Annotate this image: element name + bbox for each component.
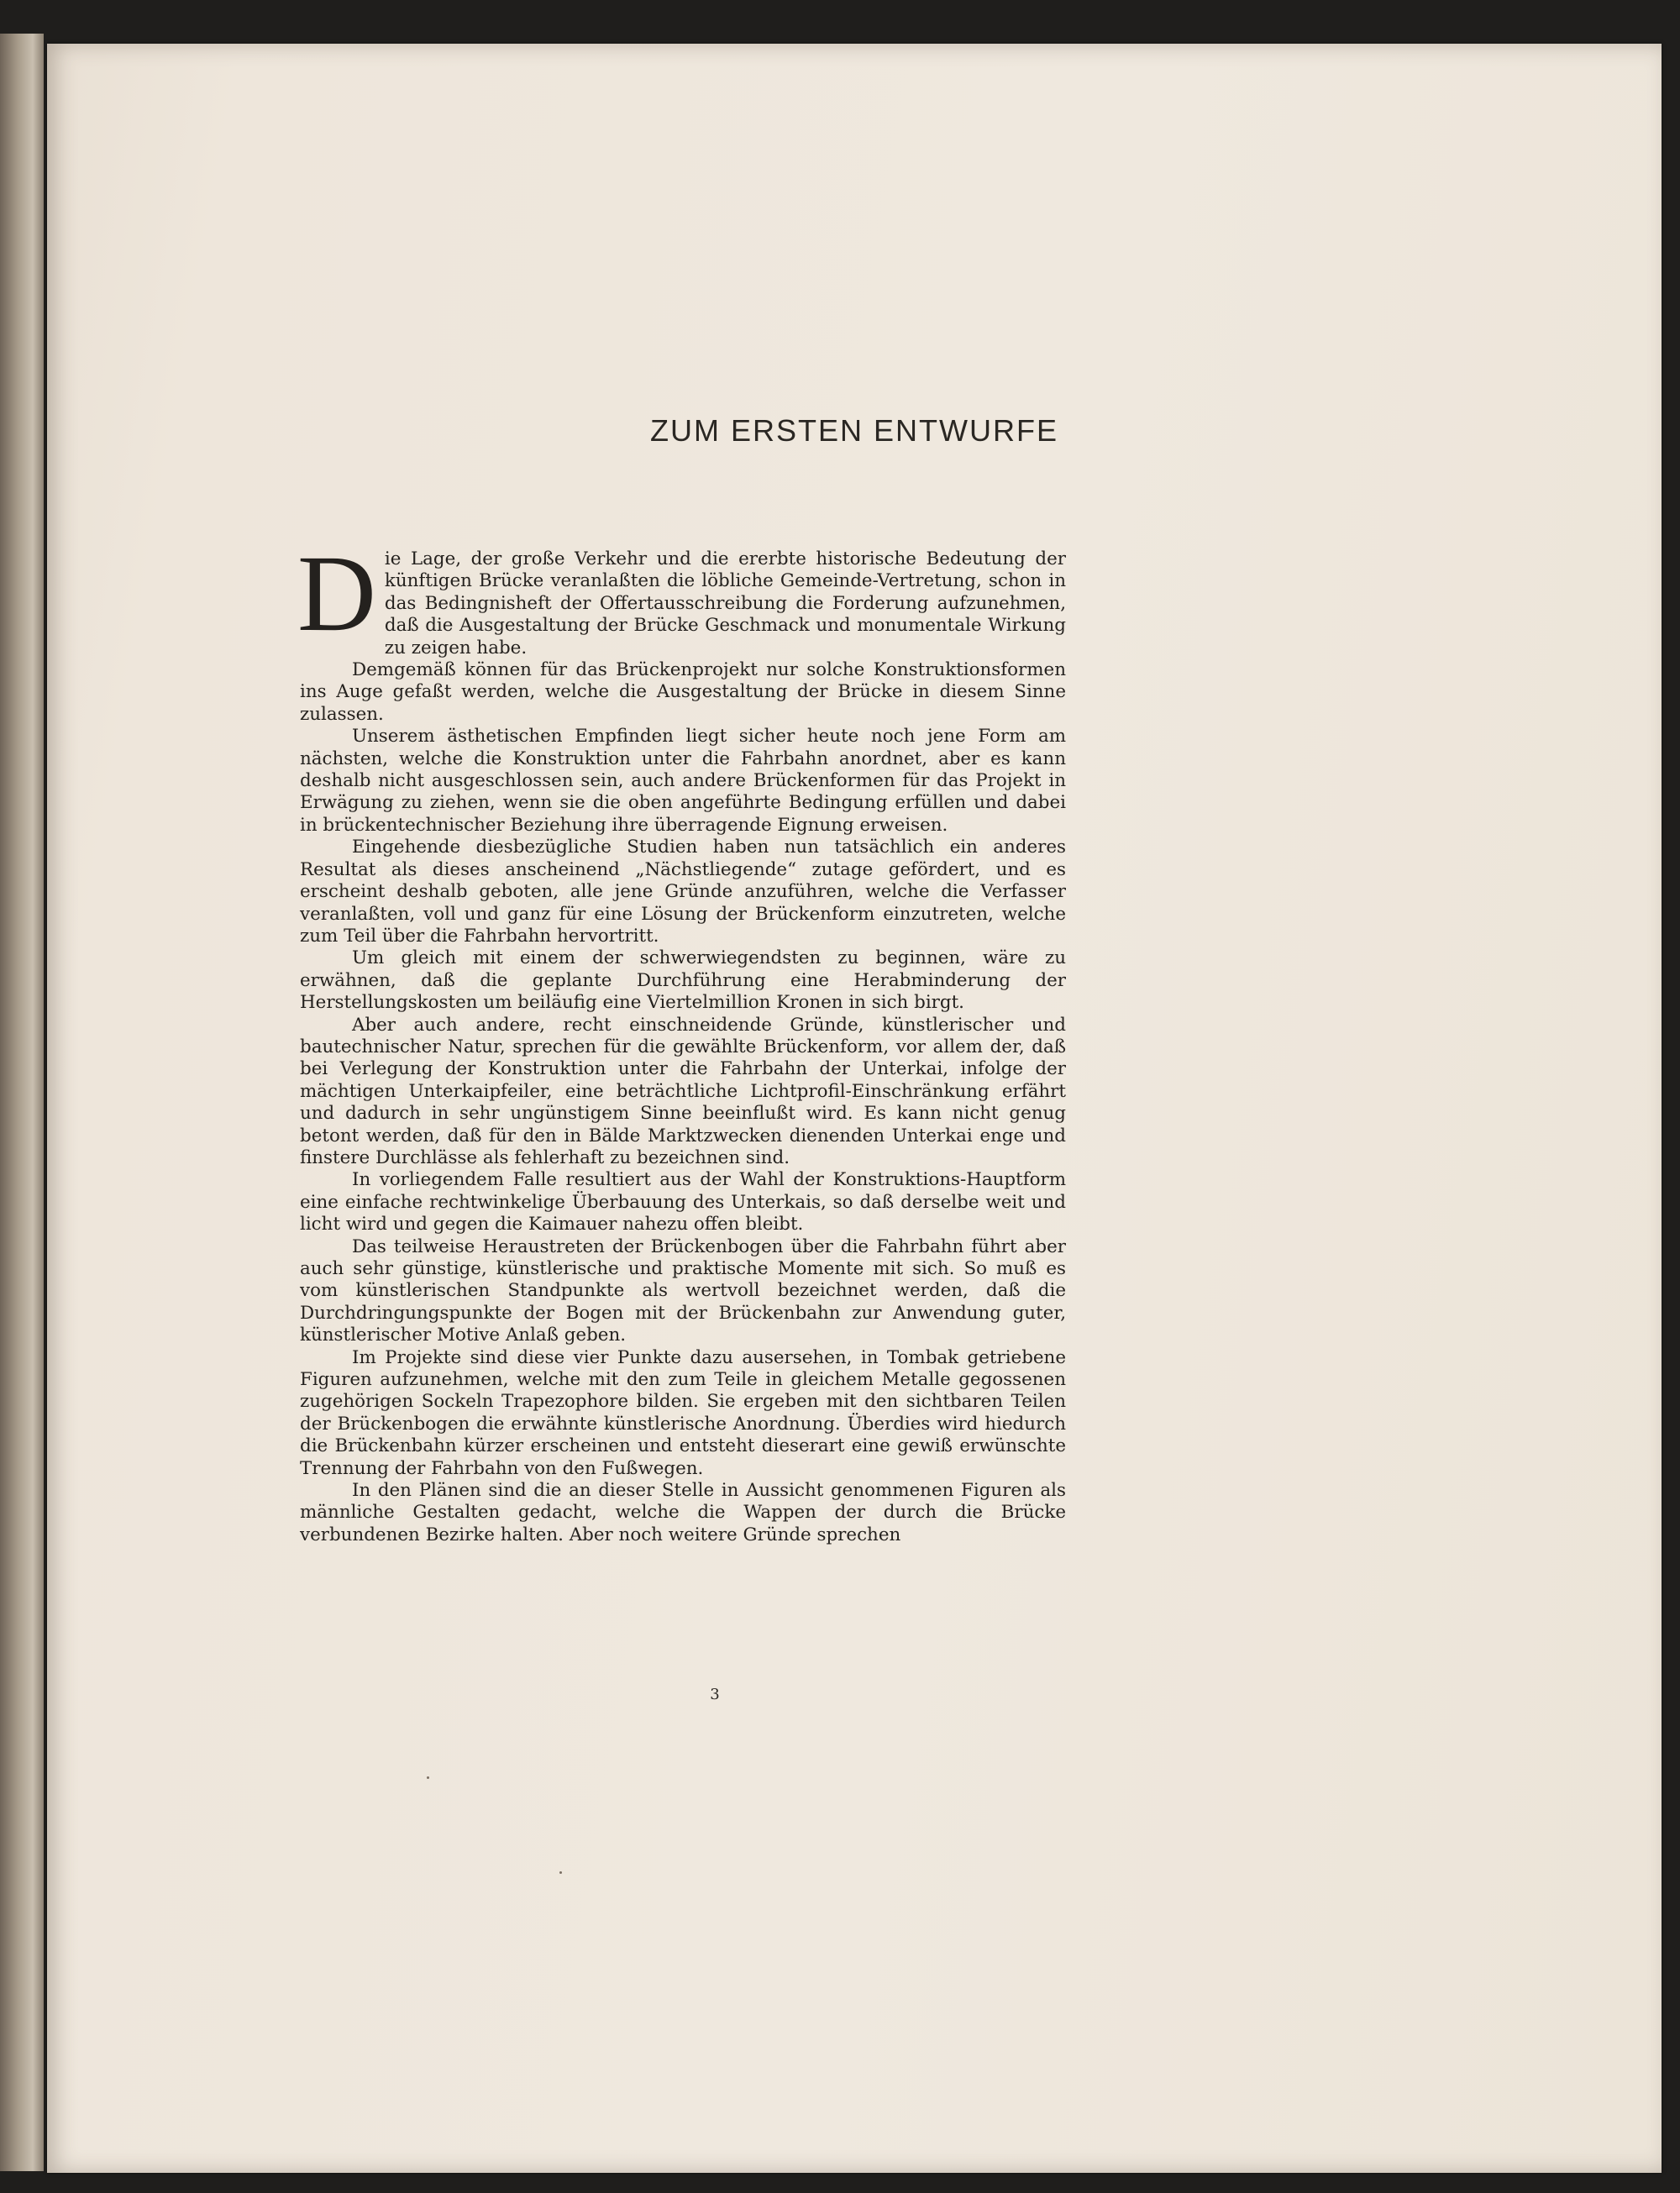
paragraph: Aber auch andere, recht einschneidende Gründe, künstlerischer und bautechnischer Natur, sprechen für die gewählte Brückenform, vor allem der, daß bei Verlegung der Konstruktion unter die Fahrbahn der Unterkai, infolge der mächtigen Unterkaipfeiler, eine beträchtliche Lichtprofil-Einschränkung erfährt und dadurch in sehr ungünstigem Sinne beeinflußt wird. Es kann nicht genug betont werden, daß für den in Bälde Marktzwecken dienenden Unterkai enge und finstere Durchlässe als fehlerhaft zu bezeichnen sind. — [300, 1014, 1066, 1168]
paragraph: In den Plänen sind die an dieser Stelle in Aussicht genommenen Figuren als männliche Gestalten gedacht, welche die Wappen der durch die Brücke verbundenen Bezirke halten. Aber noch weitere Gründe sprechen — [300, 1480, 1066, 1545]
drop-cap: D — [297, 533, 376, 654]
book-spine — [0, 34, 44, 2171]
book-page — [47, 44, 1662, 2173]
paragraph-text: ie Lage, der große Verkehr und die ererbte historische Bedeutung der künftigen Brücke veranlaßten die löbliche Gemeinde-Vertretung, schon in das Bedingnisheft der Offertausschreibung die Forderung aufzunehmen, daß die Ausgestaltung der Brücke Geschmack und monumentale Wirkung zu zeigen habe. — [384, 548, 1066, 658]
paragraph: Im Projekte sind diese vier Punkte dazu ausersehen, in Tombak getriebene Figuren aufzunehmen, welche mit den zum Teile in gleichem Metalle gegossenen zugehörigen Sockeln Trapezophore bilden. Sie ergeben mit den sichtbaren Teilen der Brückenbogen die erwähnte künstlerische Anordnung. Überdies wird hiedurch die Brückenbahn kürzer erscheinen und entsteht dieserart eine gewiß erwünschte Trennung der Fahrbahn von den Fußwegen. — [300, 1346, 1066, 1479]
paragraph: Unserem ästhetischen Empfinden liegt sicher heute noch jene Form am nächsten, welche die Konstruktion unter die Fahrbahn anordnet, aber es kann deshalb nicht ausgeschlossen sein, auch andere Brückenformen für das Projekt in Erwägung zu ziehen, wenn sie die oben angeführte Bedingung erfüllen und dabei in brückentechnischer Beziehung ihre überragende Eignung erweisen. — [300, 726, 1066, 836]
paragraph — [297, 533, 1066, 659]
paragraph: Das teilweise Heraustreten der Brückenbogen über die Fahrbahn führt aber auch sehr günstige, künstlerische und praktische Momente mit sich. So muß es vom künstlerischen Standpunkte als wertvoll bezeichnet werden, daß die Durchdringungspunkte der Bogen mit der Brückenbahn zur Anwendung guter, künstlerischer Motive Anlaß geben. — [300, 1236, 1066, 1346]
paragraph: Eingehende diesbezügliche Studien haben nun tatsächlich ein anderes Resultat als dieses anscheinend „Nächstliegende“ zutage gefördert, und es erscheint deshalb geboten, alle jene Gründe anzuführen, welche die Verfasser veranlaßten, voll und ganz für eine Lösung der Brückenform einzutreten, welche zum Teil über die Fahrbahn hervortritt. — [300, 837, 1066, 947]
paper-speck — [427, 1776, 429, 1779]
body-text — [297, 533, 1066, 1546]
chapter-heading: ZUM ERSTEN ENTWURFE — [650, 413, 1058, 448]
page-number: 3 — [710, 1686, 720, 1703]
paragraph: Um gleich mit einem der schwerwiegendsten zu beginnen, wäre zu erwähnen, daß die geplante Durchführung eine Herabminderung der Herstellungskosten um beiläufig eine Viertelmillion Kronen in sich birgt. — [300, 947, 1066, 1014]
paragraph: In vorliegendem Falle resultiert aus der Wahl der Konstruktions-Hauptform eine einfache rechtwinkelige Überbauung des Unterkais, so daß derselbe weit und licht wird und gegen die Kaimauer nahezu offen bleibt. — [300, 1169, 1066, 1236]
paper-speck — [559, 1871, 562, 1874]
paragraph: Demgemäß können für das Brückenprojekt nur solche Konstruktionsformen ins Auge gefaßt werden, welche die Ausgestaltung der Brücke in diesem Sinne zulassen. — [300, 659, 1066, 725]
